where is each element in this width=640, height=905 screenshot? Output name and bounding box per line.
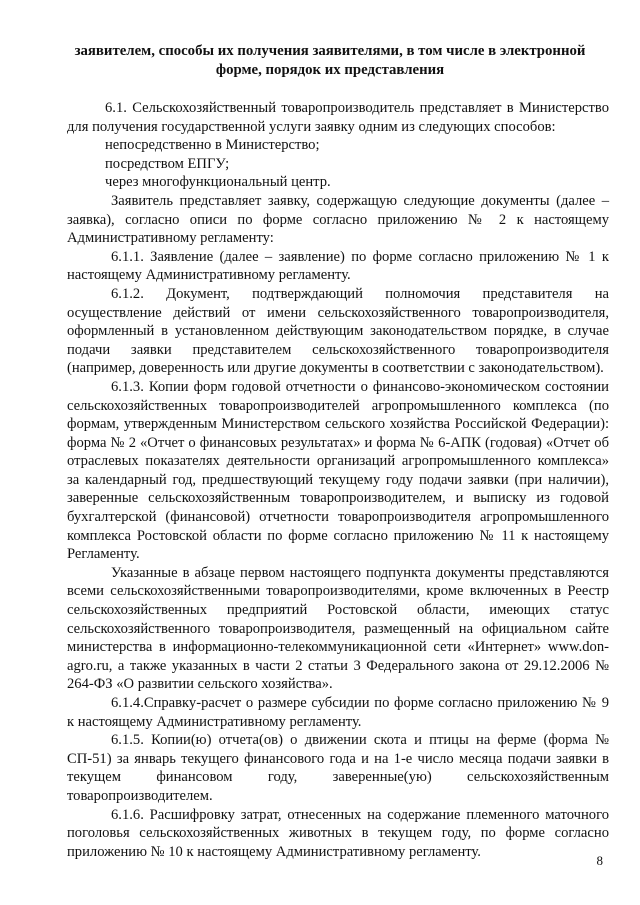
paragraph-specified-docs: Указанные в абзаце первом настоящего подпункта документы представляются всеми сельскохозяйственными товаропроизводителями, кроме включенных в Реестр сельскохозяйственных предприятий Ростовской области, имеющих статус сельскохозяйственного товаропроизводителя, размещенный на официальном сайте министерства в информационно-телекоммуникационной сети «Интернет» www.don-agro.ru, а также указанных в части 2 статьи 3 Федерального закона от 29.12.2006 № 264-ФЗ «О развитии сельского хозяйства». bbox=[67, 564, 609, 693]
paragraph-6-1-6: 6.1.6. Расшифровку затрат, отнесенных на содержание племенного маточного поголовья сельскохозяйственных животных в текущем году, по форме согласно приложению № 10 к настоящему Административному регламенту. bbox=[67, 806, 609, 860]
list-item-mfc: через многофункциональный центр. bbox=[105, 174, 331, 191]
paragraph-6-1-1: 6.1.1. Заявление (далее – заявление) по форме согласно приложению № 1 к настоящему Административному регламенту. bbox=[67, 248, 609, 284]
document-body bbox=[67, 99, 609, 861]
paragraph-applicant: Заявитель представляет заявку, содержащую следующие документы (далее – заявка), согласно описи по форме согласно приложению № 2 к настоящему Административному регламенту: bbox=[67, 192, 609, 247]
page-number: 8 bbox=[596, 853, 603, 868]
paragraph-6-1-3: 6.1.3. Копии форм годовой отчетности о финансово-экономическом состоянии сельскохозяйственных товаропроизводителей агропромышленного комплекса (по формам, утвержденным Министерством сельского хозяйства Российской Федерации): форма № 2 «Отчет о финансовых результатах» и форма № 6-АПК (годовая) «Отчет об отраслевых показателях деятельности организаций агропромышленного комплекса» за календарный год, предшествующий текущему году подачи заявки (при наличии), заверенные сельскохозяйственным товаропроизводителем, и выписку из годовой бухгалтерской (финансовой) отчетности товаропроизводителя агропромышленного комплекса Ростовской области по форме согласно приложению № 11 к настоящему Регламенту. bbox=[67, 378, 609, 563]
paragraph-6-1-4: 6.1.4.Справку-расчет о размере субсидии по форме согласно приложению № 9 к настоящему Административному регламенту. bbox=[67, 695, 609, 730]
list-item-epgu: посредством ЕПГУ; bbox=[105, 155, 230, 172]
paragraph-6-1-2: 6.1.2. Документ, подтверждающий полномочия представителя на осуществление действий от имени сельскохозяйственного товаропроизводителя, оформленный в установленном действующим законодательством порядке, в случае подачи заявки представителем сельскохозяйственного товаропроизводителя (например, доверенность или другие документы в соответствии с законодательством). bbox=[67, 285, 609, 377]
paragraph-6-1-5: 6.1.5. Копии(ю) отчета(ов) о движении скота и птицы на ферме (форма № СП-51) за январь текущего финансового года и на 1-е число месяца подачи заявки в текущем финансовом году, заверенные(ую) сельскохозяйственным товаропроизводителем. bbox=[67, 732, 609, 804]
list-item-ministry: непосредственно в Министерство; bbox=[105, 137, 320, 154]
paragraph-6-1: 6.1. Сельскохозяйственный товаропроизводитель представляет в Министерство для получения государственной услуги заявку одним из следующих способов: bbox=[67, 100, 609, 135]
section-heading: заявителем, способы их получения заявителями, в том числе в электронной форме, порядок их представления bbox=[74, 43, 586, 78]
